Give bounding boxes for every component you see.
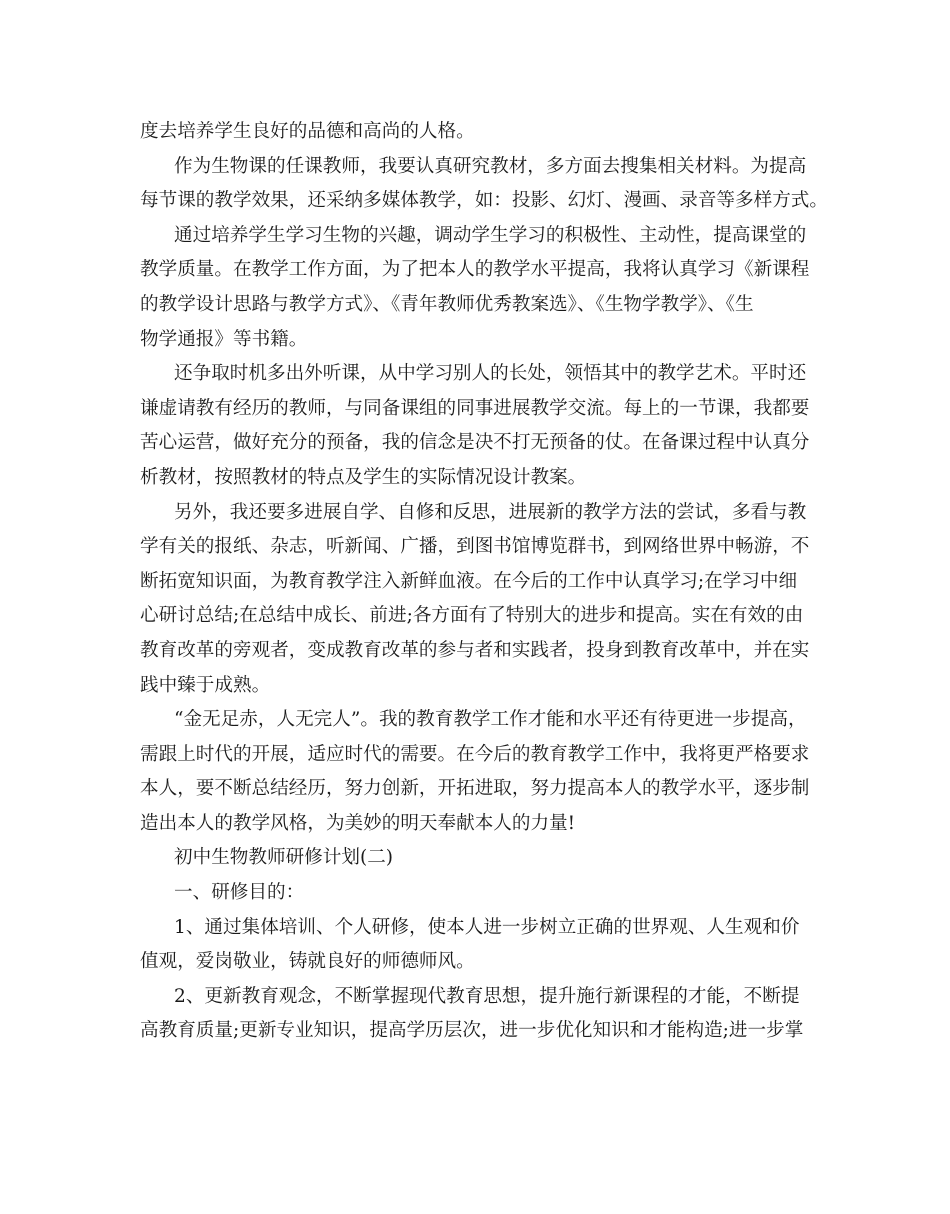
text-line: 还争取时机多出外听课，从中学习别人的长处，领悟其中的教学艺术。平时还 [174,363,807,385]
text-line: 初中生物教师研修计划(二) [174,847,394,869]
text-line: 析教材，按照教材的特点及学生的实际情况设计教案。 [140,466,587,488]
text-line: 每节课的教学效果，还采纳多媒体教学，如：投影、幻灯、漫画、录音等多样方式。 [140,190,828,212]
text-line: 一、研修目的： [174,882,305,904]
text-line: 本人，要不断总结经历，努力创新，开拓进取，努力提高本人的教学水平，逐步制 [140,778,810,800]
text-line: 践中臻于成熟。 [140,674,271,696]
text-line: “金无足赤，人无完人”。我的教育教学工作才能和水平还有待更进一步提高， [174,709,807,731]
text-line: 断拓宽知识面，为教育教学注入新鲜血液。在今后的工作中认真学习;在学习中细 [140,570,798,592]
document-body [140,115,828,1049]
text-line: 物学通报》等书籍。 [140,328,308,350]
text-line: 谦虚请教有经历的教师，与同备课组的同事进展教学交流。每上的一节课，我都要 [140,397,810,419]
text-line: 造出本人的教学风格，为美妙的明天奉献本人的力量! [140,812,576,834]
text-line: 教学质量。在教学工作方面，为了把本人的教学水平提高，我将认真学习《新课程 [140,259,810,281]
text-line: 另外，我还要多进展自学、自修和反思，进展新的教学方法的尝试，多看与教 [174,501,807,523]
text-line: 度去培养学生良好的品德和高尚的人格。 [140,121,475,142]
text-line: 1、通过集体培训、个人研修，使本人进一步树立正确的世界观、人生观和价 [174,916,800,938]
text-line: 高教育质量;更新专业知识，提高学历层次，进一步优化知识和才能构造;进一步掌 [140,1020,804,1042]
text-line: 2、更新教育观念，不断掌握现代教育思想，提升施行新课程的才能，不断提 [174,985,800,1007]
text-line: 学有关的报纸、杂志，听新闻、广播，到图书馆博览群书，到网络世界中畅游，不 [140,536,810,558]
text-line: 心研讨总结;在总结中成长、前进;各方面有了特别大的进步和提高。实在有效的由 [140,605,804,627]
text-line: 需跟上时代的开展，适应时代的需要。在今后的教育教学工作中，我将更严格要求 [140,743,810,765]
text-line: 苦心运营，做好充分的预备，我的信念是决不打无预备的仗。在备课过程中认真分 [140,432,810,454]
text-line: 通过培养学生学习生物的兴趣，调动学生学习的积极性、主动性，提高课堂的 [174,224,807,246]
text-line: 教育改革的旁观者，变成教育改革的参与者和实践者，投身到教育改革中，并在实 [140,639,810,661]
text-line: 作为生物课的任课教师，我要认真研究教材，多方面去搜集相关材料。为提高 [174,155,807,177]
text-line: 的教学设计思路与教学方式》、《青年教师优秀教案选》、《生物学教学》、《生 [140,293,754,315]
text-line: 值观，爱岗敬业，铸就良好的师德师风。 [140,951,475,973]
